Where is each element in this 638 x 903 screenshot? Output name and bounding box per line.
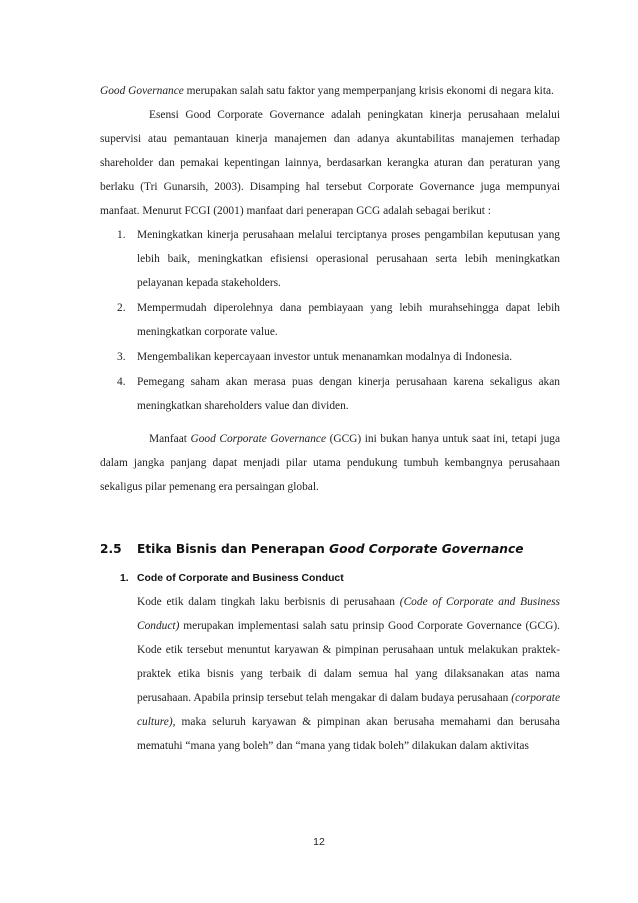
subsection-emphasis-1: (Code of Corporate and Business Conduct) <box>137 596 560 632</box>
section-heading <box>100 537 560 561</box>
list-item-text: Mempermudah diperolehnya dana pembiayaan yang lebih murahsehingga dapat lebih meningkatkan corporate value. <box>137 302 560 338</box>
section-number: 2.5 <box>100 542 122 556</box>
intro-text: merupakan salah satu faktor yang memperpanjang krisis ekonomi di negara kita. <box>183 85 554 97</box>
page-number: 12 <box>313 836 325 848</box>
section-title-emphasis: Good Corporate Governance <box>329 542 524 556</box>
page-content <box>100 79 560 758</box>
closing-suffix: (GCG) ini bukan hanya untuk saat ini, tetapi juga dalam jangka panjang dapat menjadi pilar utama pendukung tumbuh kembangnya perusahaan sekaligus pilar pemenang era persaingan global. <box>100 433 561 493</box>
list-item <box>100 370 560 418</box>
benefits-list <box>100 223 560 418</box>
list-item-number: 1. <box>117 229 126 241</box>
subsection-text-3: , maka seluruh karyawan & pimpinan akan berusaha memahami dan berusaha mematuhi “mana yang boleh” dan “mana yang tidak boleh” dilakukan dalam aktivitas <box>137 716 560 752</box>
subsection-paragraph <box>137 590 560 758</box>
subsection-emphasis-2: (corporate culture) <box>137 692 560 728</box>
subsection-title: Code of Corporate and Business Conduct <box>137 573 344 584</box>
closing-paragraph <box>100 427 560 499</box>
list-item-number: 2. <box>117 302 126 314</box>
list-item <box>100 296 560 344</box>
list-item-text: Mengembalikan kepercayaan investor untuk menanamkan modalnya di Indonesia. <box>137 351 513 363</box>
closing-prefix: Manfaat <box>149 433 191 445</box>
subsection-number: 1. <box>120 573 129 584</box>
list-item <box>100 223 560 295</box>
list-item-number: 4. <box>117 376 126 388</box>
section-title: Etika Bisnis dan Penerapan <box>137 542 330 556</box>
subsection-text-1: Kode etik dalam tingkah laku berbisnis di perusahaan <box>137 596 400 608</box>
intro-paragraph <box>100 79 560 103</box>
list-item-text: Meningkatkan kinerja perusahaan melalui terciptanya proses pengambilan keputusan yang lebih baik, meningkatkan efisiensi operasional perusahaan serta lebih meningkatkan pelayanan kepada stakeholders. <box>137 229 560 289</box>
subsection-body <box>100 590 560 758</box>
closing-emphasis: Good Corporate Governance <box>190 433 327 445</box>
intro-emphasis: Good Governance <box>100 85 184 97</box>
subsection-text-2: merupakan implementasi salah satu prinsip Good Corporate Governance (GCG). Kode etik tersebut menuntut karyawan & pimpinan perusahaan untuk melakukan praktek-praktek etika bisnis yang terbaik di dalam semua hal yang dilaksanakan atas nama perusahaan. Apabila prinsip tersebut telah mengakar di dalam budaya perusahaan <box>137 620 560 704</box>
essence-paragraph: Esensi Good Corporate Governance adalah peningkatan kinerja perusahaan melalui supervisi atau pemantauan kinerja manajemen dan adanya akuntabilitas manajemen terhadap shareholder dan pemakai kepentingan lainnya, berdasarkan kerangka aturan dan peraturan yang berlaku (Tri Gunarsih, 2003). Disamping hal tersebut Corporate Governance juga mempunyai manfaat. Menurut FCGI (2001) manfaat dari penerapan GCG adalah sebagai berikut : <box>100 109 560 217</box>
list-item-number: 3. <box>117 351 126 363</box>
list-item <box>100 345 560 369</box>
spacer <box>100 419 560 427</box>
subsection-heading <box>100 568 560 590</box>
list-item-text: Pemegang saham akan merasa puas dengan kinerja perusahaan karena sekaligus akan meningkatkan shareholders value dan dividen. <box>137 376 560 412</box>
